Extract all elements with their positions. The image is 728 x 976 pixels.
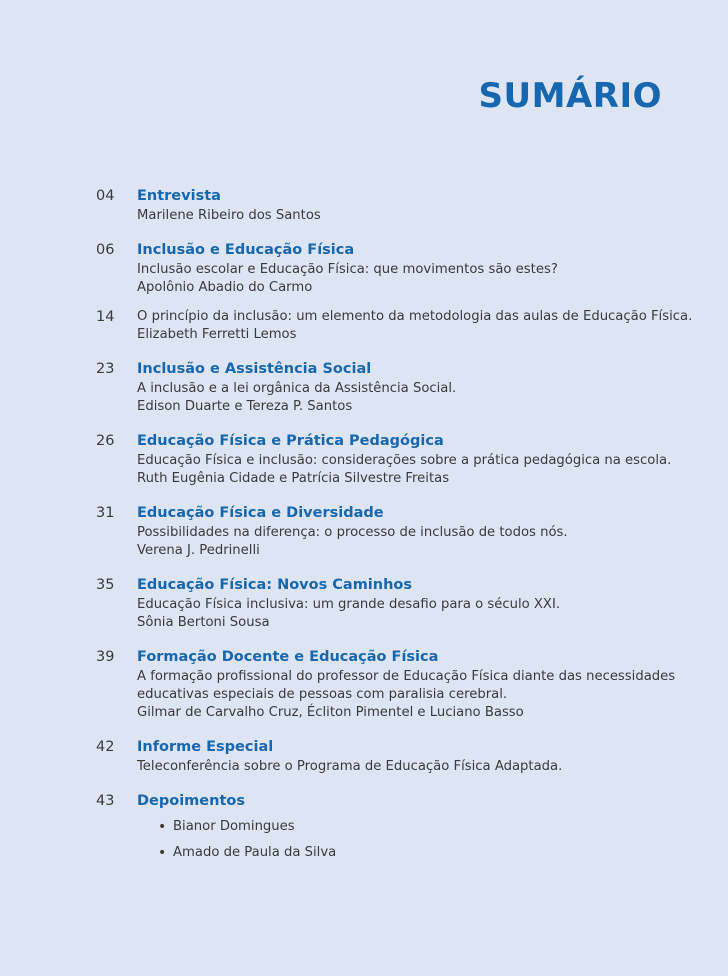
- section-heading: Inclusão e Educação Física: [137, 242, 355, 258]
- page-number: 42: [96, 739, 115, 755]
- section-heading: Depoimentos: [137, 793, 245, 809]
- entry-line: O princípio da inclusão: um elemento da metodologia das aulas de Educação Física.: [137, 309, 693, 324]
- entry-line: Educação Física e inclusão: considerações sobre a prática pedagógica na escola.: [137, 453, 672, 468]
- entry-line: Elizabeth Ferretti Lemos: [137, 327, 297, 342]
- testimonial-list: [137, 814, 728, 866]
- page-number: 39: [96, 649, 115, 665]
- entry-line: Edison Duarte e Tereza P. Santos: [137, 399, 353, 414]
- toc-entry: [0, 737, 728, 776]
- testimonial-name: Bianor Domingues: [173, 819, 295, 834]
- page-number: 31: [96, 505, 115, 521]
- entry-line: Educação Física inclusiva: um grande desafio para o século XXI.: [137, 597, 561, 612]
- entry-line: Apolônio Abadio do Carmo: [137, 280, 313, 295]
- page-number: 35: [96, 577, 115, 593]
- entry-line: Marilene Ribeiro dos Santos: [137, 208, 321, 223]
- bullet-icon: •: [158, 819, 167, 835]
- page-number: 14: [96, 309, 115, 325]
- entry-line: Ruth Eugênia Cidade e Patrícia Silvestre Freitas: [137, 471, 450, 486]
- toc-entry: [0, 240, 728, 297]
- entry-line: Teleconferência sobre o Programa de Educação Física Adaptada.: [137, 759, 563, 774]
- toc-entry: [0, 647, 728, 722]
- entry-line: A formação profissional do professor de Educação Física diante das necessidades: [137, 669, 676, 684]
- toc-entry: [0, 431, 728, 488]
- entry-line: Verena J. Pedrinelli: [137, 543, 260, 558]
- toc-entry: [0, 791, 728, 866]
- page-number: 26: [96, 433, 115, 449]
- entry-line: Sônia Bertoni Sousa: [137, 615, 270, 630]
- entry-line: Possibilidades na diferença: o processo de inclusão de todos nós.: [137, 525, 568, 540]
- section-heading: Educação Física e Diversidade: [137, 505, 384, 521]
- table-of-contents: [0, 186, 728, 881]
- section-heading: Informe Especial: [137, 739, 274, 755]
- section-heading: Educação Física: Novos Caminhos: [137, 577, 413, 593]
- entry-line: A inclusão e a lei orgânica da Assistência Social.: [137, 381, 457, 396]
- list-item: [137, 814, 728, 840]
- entry-line: Gilmar de Carvalho Cruz, Écliton Pimentel e Luciano Basso: [137, 705, 524, 720]
- page-number: 23: [96, 361, 115, 377]
- bullet-icon: •: [158, 845, 167, 861]
- toc-entry: [0, 359, 728, 416]
- entry-line: Inclusão escolar e Educação Física: que movimentos são estes?: [137, 262, 558, 277]
- section-heading: Formação Docente e Educação Física: [137, 649, 439, 665]
- toc-entry: [0, 186, 728, 225]
- section-heading: Inclusão e Assistência Social: [137, 361, 372, 377]
- entry-line: educativas especiais de pessoas com paralisia cerebral.: [137, 687, 508, 702]
- section-heading: Entrevista: [137, 188, 221, 204]
- page-title: SUMÁRIO: [478, 76, 662, 116]
- section-heading: Educação Física e Prática Pedagógica: [137, 433, 444, 449]
- page-number: 04: [96, 188, 115, 204]
- list-item: [137, 840, 728, 866]
- toc-entry: [0, 575, 728, 632]
- toc-entry: [0, 308, 728, 344]
- toc-entry: [0, 503, 728, 560]
- testimonial-name: Amado de Paula da Silva: [173, 845, 337, 860]
- page-number: 43: [96, 793, 115, 809]
- page-number: 06: [96, 242, 115, 258]
